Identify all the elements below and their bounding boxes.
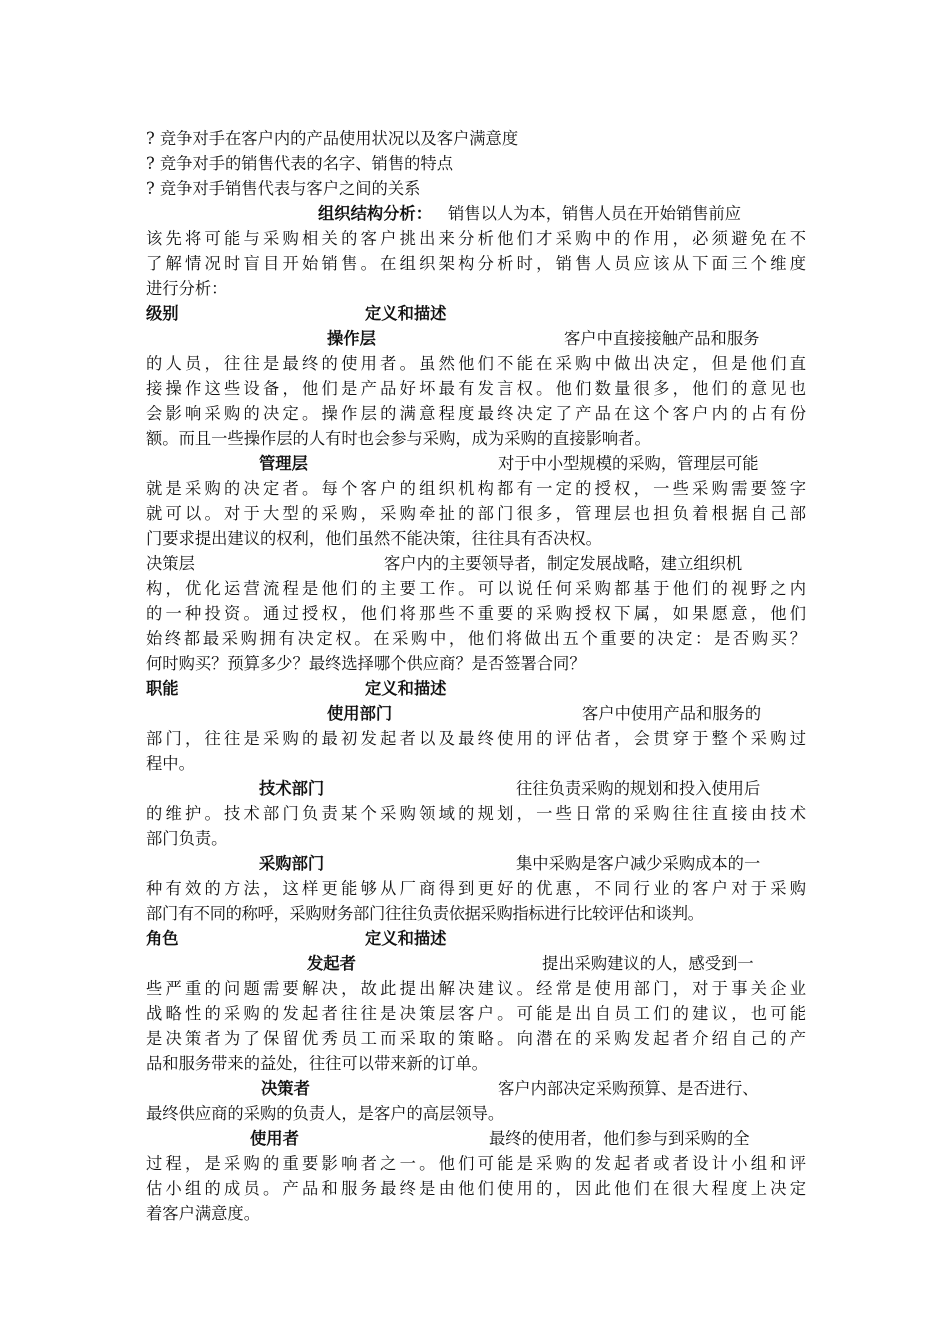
entry-line: 始终都最采购拥有决定权。在采购中，他们将做出五个重要的决定：是否购买？ bbox=[146, 629, 806, 648]
entry-line: 过程，是采购的重要影响者之一。他们可能是采购的发起者或者设计小组和评 bbox=[146, 1154, 806, 1173]
entry-term: 技术部门 bbox=[259, 779, 325, 798]
intro-heading: 组织结构分析： bbox=[318, 204, 432, 223]
entry-tech-dept bbox=[146, 776, 806, 801]
entry-term: 采购部门 bbox=[259, 854, 325, 873]
entry-line: 种有效的方法，这样更能够从厂商得到更好的优惠，不同行业的客户对于采购 bbox=[146, 879, 806, 898]
entry-line: 着客户满意度。 bbox=[146, 1204, 260, 1223]
document-body bbox=[146, 126, 806, 1226]
section-header-role bbox=[146, 926, 806, 951]
bullet-item: ? 竞争对手的销售代表的名字、销售的特点 bbox=[146, 154, 453, 173]
header-right: 定义和描述 bbox=[365, 929, 447, 948]
entry-line: 部门有不同的称呼，采购财务部门往往负责依据采购指标进行比较评估和谈判。 bbox=[146, 904, 704, 923]
entry-term: 管理层 bbox=[259, 454, 308, 473]
header-left: 级别 bbox=[146, 304, 179, 323]
intro-first-line bbox=[146, 201, 806, 226]
entry-term: 决策层 bbox=[146, 554, 195, 573]
entry-line: 是决策者为了保留优秀员工而采取的策略。向潜在的采购发起者介绍自己的产 bbox=[146, 1029, 806, 1048]
intro-line: 进行分析： bbox=[146, 279, 228, 298]
entry-line: 估小组的成员。产品和服务最终是由他们使用的，因此他们在很大程度上决定 bbox=[146, 1179, 806, 1198]
entry-first: 对于中小型规模的采购，管理层可能 bbox=[498, 454, 759, 473]
entry-user bbox=[146, 1126, 806, 1151]
entry-line: 战略性的采购的发起者往往是决策层客户。可能是出自员工们的建议，也可能 bbox=[146, 1004, 806, 1023]
header-left: 职能 bbox=[146, 679, 179, 698]
entry-management bbox=[146, 451, 806, 476]
intro-line: 了解情况时盲目开始销售。在组织架构分析时，销售人员应该从下面三个维度 bbox=[146, 254, 806, 273]
entry-term: 使用部门 bbox=[327, 704, 393, 723]
entry-line: 最终供应商的采购的负责人，是客户的高层领导。 bbox=[146, 1104, 505, 1123]
section-header-function bbox=[146, 676, 806, 701]
entry-first: 往往负责采购的规划和投入使用后 bbox=[516, 779, 761, 798]
entry-operation bbox=[146, 326, 806, 351]
entry-term: 决策者 bbox=[261, 1079, 310, 1098]
entry-first: 客户中直接接触产品和服务 bbox=[564, 329, 760, 348]
intro-line: 该先将可能与采购相关的客户挑出来分析他们才采购中的作用，必须避免在不 bbox=[146, 229, 806, 248]
entry-line: 的一种投资。通过授权，他们将那些不重要的采购授权下属，如果愿意，他们 bbox=[146, 604, 806, 623]
entry-term: 使用者 bbox=[250, 1129, 299, 1148]
entry-first: 客户内的主要领导者，制定发展战略，建立组织机 bbox=[384, 554, 743, 573]
entry-first: 客户内部决定采购预算、是否进行、 bbox=[498, 1079, 759, 1098]
entry-first: 最终的使用者，他们参与到采购的全 bbox=[489, 1129, 750, 1148]
entry-line: 部门负责。 bbox=[146, 829, 228, 848]
entry-line: 接操作这些设备，他们是产品好坏最有发言权。他们数量很多，他们的意见也 bbox=[146, 379, 806, 398]
entry-purchase-dept bbox=[146, 851, 806, 876]
bullet-item: ? 竞争对手销售代表与客户之间的关系 bbox=[146, 179, 421, 198]
entry-first: 集中采购是客户减少采购成本的一 bbox=[516, 854, 761, 873]
section-header-level bbox=[146, 301, 806, 326]
entry-decider bbox=[146, 1076, 806, 1101]
entry-line: 额。而且一些操作层的人有时也会参与采购，成为采购的直接影响者。 bbox=[146, 429, 651, 448]
header-left: 角色 bbox=[146, 929, 179, 948]
intro-text: 销售以人为本，销售人员在开始销售前应 bbox=[448, 204, 742, 223]
entry-initiator bbox=[146, 951, 806, 976]
entry-first: 客户中使用产品和服务的 bbox=[582, 704, 762, 723]
entry-line: 些严重的问题需要解决，故此提出解决建议。经常是使用部门，对于事关企业 bbox=[146, 979, 806, 998]
entry-line: 的人员，往往是最终的使用者。虽然他们不能在采购中做出决定，但是他们直 bbox=[146, 354, 806, 373]
entry-decision bbox=[146, 551, 806, 576]
entry-line: 构，优化运营流程是他们的主要工作。可以说任何采购都基于他们的视野之内 bbox=[146, 579, 806, 598]
entry-line: 会影响采购的决定。操作层的满意程度最终决定了产品在这个客户内的占有份 bbox=[146, 404, 806, 423]
entry-user-dept bbox=[146, 701, 806, 726]
bullet-item: ? 竞争对手在客户内的产品使用状况以及客户满意度 bbox=[146, 129, 519, 148]
header-right: 定义和描述 bbox=[365, 304, 447, 323]
entry-line: 何时购买？预算多少？最终选择哪个供应商？是否签署合同？ bbox=[146, 654, 586, 673]
entry-first: 提出采购建议的人，感受到一 bbox=[542, 954, 754, 973]
entry-line: 品和服务带来的益处，往往可以带来新的订单。 bbox=[146, 1054, 488, 1073]
entry-line: 门要求提出建议的权利，他们虽然不能决策，往往具有否决权。 bbox=[146, 529, 602, 548]
entry-term: 发起者 bbox=[307, 954, 356, 973]
entry-line: 就可以。对于大型的采购，采购牵扯的部门很多，管理层也担负着根据自己部 bbox=[146, 504, 806, 523]
entry-line: 就是采购的决定者。每个客户的组织机构都有一定的授权，一些采购需要签字 bbox=[146, 479, 806, 498]
entry-term: 操作层 bbox=[327, 329, 376, 348]
entry-line: 的维护。技术部门负责某个采购领域的规划，一些日常的采购往往直接由技术 bbox=[146, 804, 806, 823]
entry-line: 部门，往往是采购的最初发起者以及最终使用的评估者，会贯穿于整个采购过 bbox=[146, 729, 806, 748]
header-right: 定义和描述 bbox=[365, 679, 447, 698]
entry-line: 程中。 bbox=[146, 754, 195, 773]
